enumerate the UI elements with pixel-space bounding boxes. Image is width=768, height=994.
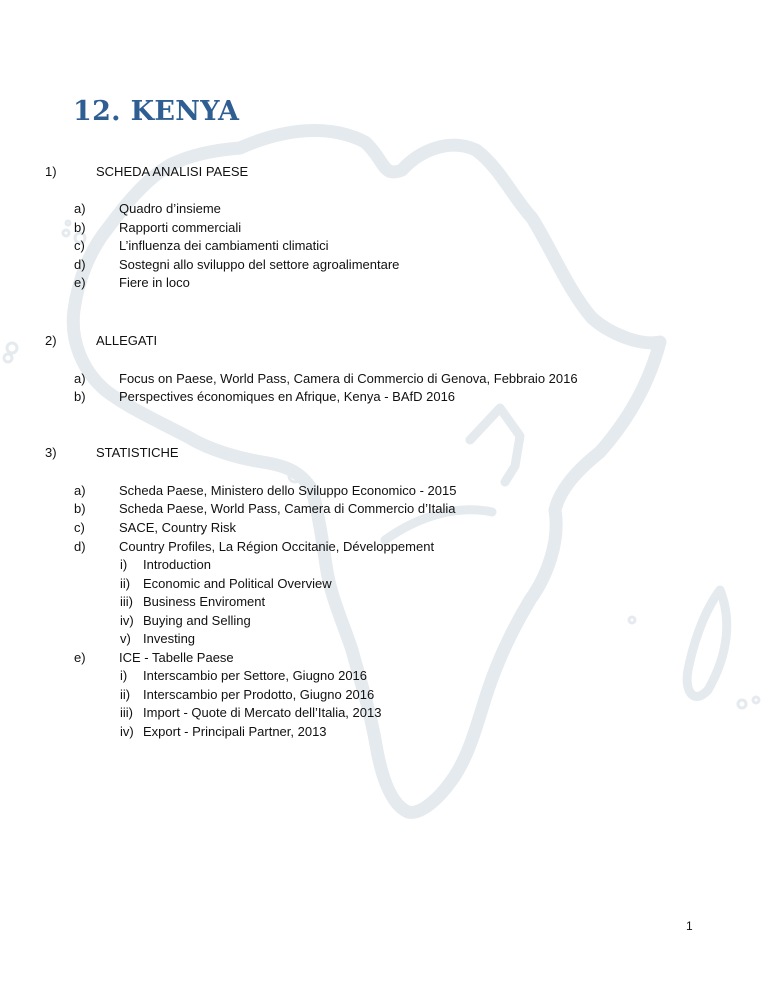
item-text: Export - Principali Partner, 2013 xyxy=(143,724,327,739)
item-label: e) xyxy=(74,275,86,290)
item-label: v) xyxy=(120,631,131,646)
sub-list-item xyxy=(120,686,374,704)
sub-list-item xyxy=(120,704,381,722)
item-label: c) xyxy=(74,520,85,535)
item-text: Sostegni allo sviluppo del settore agroalimentare xyxy=(119,257,400,272)
item-label: a) xyxy=(74,371,86,386)
list-item xyxy=(74,519,236,537)
list-item xyxy=(74,370,578,388)
sub-list-item xyxy=(120,723,327,741)
item-label: i) xyxy=(120,557,128,572)
sub-list-item xyxy=(120,556,211,574)
sub-list-item xyxy=(120,575,332,593)
sub-list-item xyxy=(120,630,195,648)
item-label: b) xyxy=(74,501,86,516)
list-item xyxy=(74,500,455,518)
page-number: 1 xyxy=(686,919,693,933)
section-heading xyxy=(45,444,179,462)
item-text: Interscambio per Settore, Giugno 2016 xyxy=(143,668,368,683)
item-label: iv) xyxy=(120,724,134,739)
item-label: a) xyxy=(74,483,86,498)
item-label: b) xyxy=(74,220,86,235)
page-title: 12. KENYA xyxy=(73,96,240,127)
list-item xyxy=(74,649,234,667)
item-text: Interscambio per Prodotto, Giugno 2016 xyxy=(143,687,375,702)
item-text: Rapporti commerciali xyxy=(119,220,242,235)
item-text: Scheda Paese, World Pass, Camera di Commercio d’Italia xyxy=(119,501,456,516)
item-text: Introduction xyxy=(143,557,211,572)
sub-list-item xyxy=(120,612,251,630)
item-text: Buying and Selling xyxy=(143,613,251,628)
item-label: d) xyxy=(74,539,86,554)
item-text: Economic and Political Overview xyxy=(143,576,332,591)
item-label: e) xyxy=(74,650,86,665)
item-text: Investing xyxy=(143,631,196,646)
section-title: ALLEGATI xyxy=(96,333,158,348)
item-label: iv) xyxy=(120,613,134,628)
item-text: Scheda Paese, Ministero dello Sviluppo Economico - 2015 xyxy=(119,483,457,498)
list-item xyxy=(74,388,455,406)
section-heading xyxy=(45,163,248,181)
item-label: d) xyxy=(74,257,86,272)
section-number: 1) xyxy=(45,164,57,179)
list-item xyxy=(74,482,456,500)
item-label: ii) xyxy=(120,687,131,702)
list-item xyxy=(74,237,329,255)
item-text: Quadro d’insieme xyxy=(119,201,221,216)
item-text: SACE, Country Risk xyxy=(119,520,237,535)
item-label: b) xyxy=(74,389,86,404)
sub-list-item xyxy=(120,667,367,685)
list-item xyxy=(74,219,241,237)
list-item xyxy=(74,200,221,218)
item-text: Perspectives économiques en Afrique, Kenya - BAfD 2016 xyxy=(119,389,456,404)
list-item xyxy=(74,256,399,274)
sub-list-item xyxy=(120,593,265,611)
item-text: Import - Quote di Mercato dell’Italia, 2013 xyxy=(143,705,382,720)
item-label: ii) xyxy=(120,576,131,591)
item-text: Focus on Paese, World Pass, Camera di Commercio di Genova, Febbraio 2016 xyxy=(119,371,578,386)
item-label: a) xyxy=(74,201,86,216)
item-text: L’influenza dei cambiamenti climatici xyxy=(119,238,329,253)
item-text: Business Enviroment xyxy=(143,594,266,609)
section-heading xyxy=(45,332,157,350)
item-label: i) xyxy=(120,668,128,683)
section-number: 2) xyxy=(45,333,57,348)
item-text: Country Profiles, La Région Occitanie, Développement xyxy=(119,539,435,554)
item-text: Fiere in loco xyxy=(119,275,190,290)
item-label: c) xyxy=(74,238,85,253)
item-text: ICE - Tabelle Paese xyxy=(119,650,234,665)
item-label: iii) xyxy=(120,705,133,720)
section-title: STATISTICHE xyxy=(96,445,179,460)
list-item xyxy=(74,274,190,292)
section-title: SCHEDA ANALISI PAESE xyxy=(96,164,249,179)
item-label: iii) xyxy=(120,594,133,609)
list-item xyxy=(74,538,434,556)
section-number: 3) xyxy=(45,445,57,460)
